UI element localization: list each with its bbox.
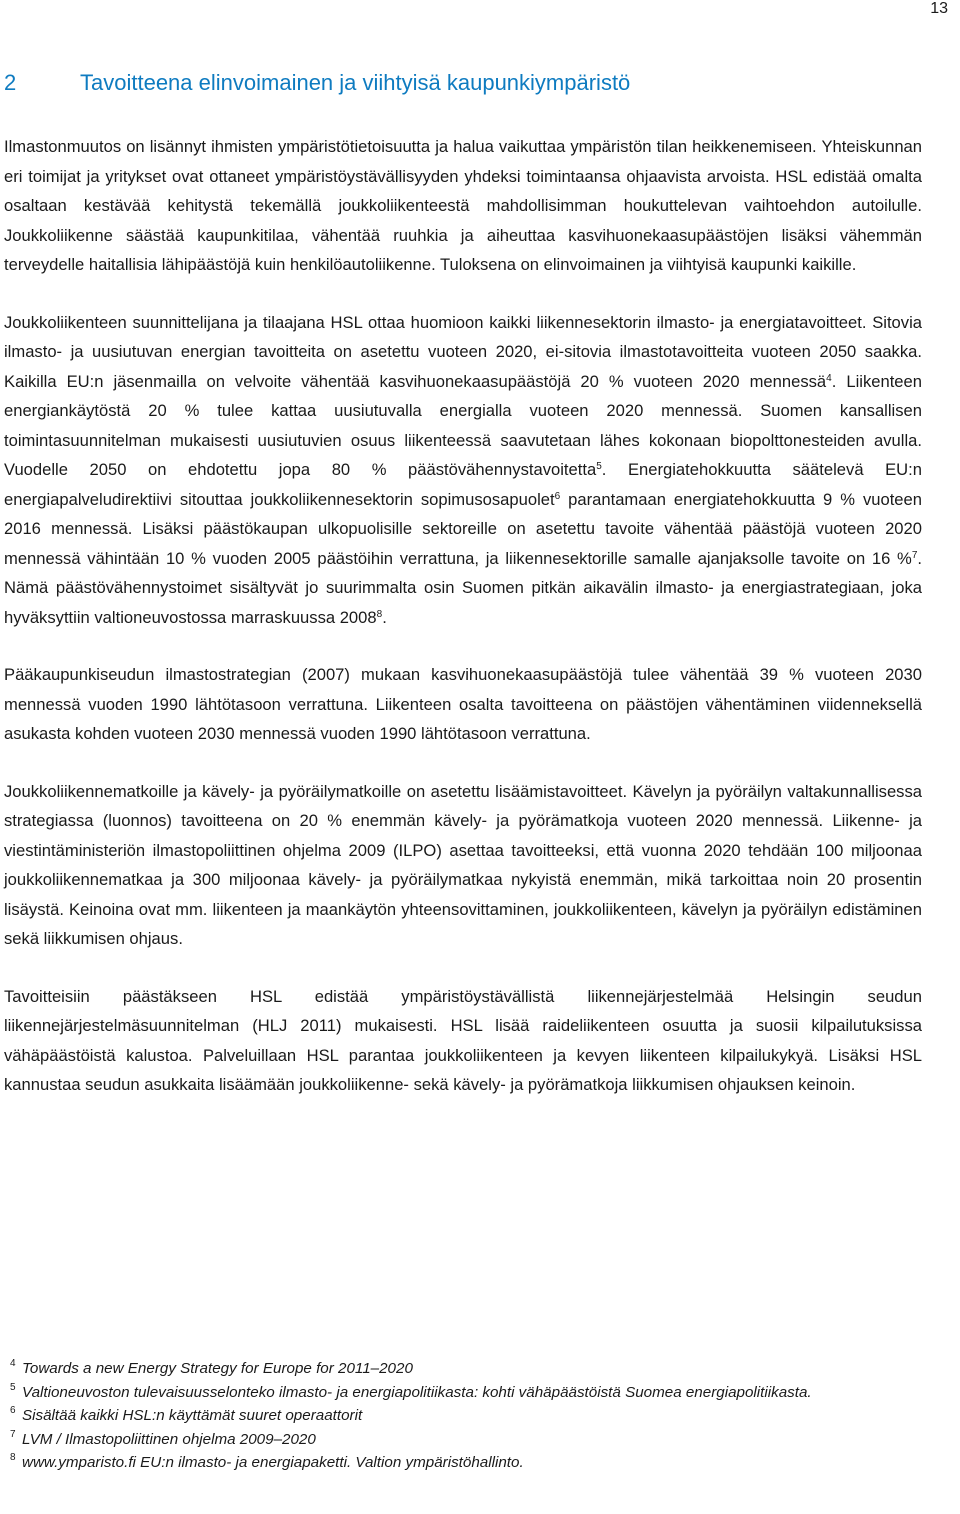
text-run: Ilmastonmuutos on lisännyt ihmisten ympäristötietoisuutta ja halua vaikuttaa ympäristön tilan heikkenemiseen. Yhteiskunnan eri toimijat ja yritykset ovat ottaneet ympäristöystävällisyyden yhdeksi toimintaansa ohjaavista arvoista. HSL edistää omalta osaltaan kestävää kehitystä tekemällä joukkoliikenteestä mahdollisimman houkuttelevan vaihtoehdon autoilulle. Joukkoliikenne säästää kaupunkitilaa, vähentää ruuhkia ja aiheuttaa kasvihuonekaasupäästöjen lisäksi vähemmän terveydelle haitallisia lähipäästöjä kuin henkilöautoliikenne. Tuloksena on elinvoimainen ja viihtyisä kaupunki kaikille.	[4, 137, 922, 274]
footnote-5	[4, 1381, 920, 1405]
footnote-mark: 7	[10, 1428, 16, 1440]
footnote-ref: 8	[376, 608, 383, 620]
section-number: 2	[4, 70, 17, 95]
footnote-mark: 8	[10, 1452, 16, 1463]
text-run: . Liikenteen energiankäytöstä 20 % tulee kattaa uusiutuvalla energialla vuoteen 2020 mennessä. Suomen kansallisen toimintasuunnitelman mukaisesti uusiutuvien osuus liikenteessä saavutetaan lähes kokonaan biopolttonesteiden avulla. Vuodelle 2050 on ehdotettu jopa 80 % päästövähennystavoitetta	[4, 371, 922, 479]
section-heading	[4, 68, 630, 98]
text-run: . Nämä päästövähennystoimet sisältyvät jo suurimmalta osin Suomen pitkän aikavälin ilmasto- ja energiastrategiaan, joka hyväksyttiin valtioneuvostossa marraskuussa 2008	[4, 548, 922, 627]
footnote-text: Valtioneuvoston tulevaisuusselonteko ilmasto- ja energiapolitiikasta: kohti vähäpäästöistä Suomea energiapolitiikasta.	[22, 1383, 812, 1401]
footnote-mark: 4	[10, 1358, 16, 1369]
section-title: Tavoitteena elinvoimainen ja viihtyisä kaupunkiympäristö	[80, 70, 631, 95]
text-run: . Energiatehokkuutta säätelevä EU:n energiapalveludirektiivi sitouttaa joukkoliikennesektorin sopimusosapuolet	[4, 460, 922, 509]
footnotes	[4, 1357, 920, 1475]
footnote-8	[4, 1451, 920, 1475]
paragraph-4	[4, 777, 922, 954]
paragraph-3	[4, 660, 922, 749]
text-run: parantamaan energiatehokkuutta 9 % vuoteen 2016 mennessä. Lisäksi päästökaupan ulkopuolisille sektoreille on asetettu tavoite vähentää päästöjä vuoteen 2020 mennessä vähintään 10 % vuoden 2005 päästöihin verrattuna, ja liikennesektorille samalle ajanjaksolle tavoite on 16 %	[4, 489, 922, 568]
text-run: .	[382, 607, 387, 627]
footnote-ref: 7	[911, 549, 918, 561]
footnote-mark: 6	[10, 1405, 16, 1416]
page-number: 13	[930, 0, 948, 17]
footnote-ref: 4	[826, 372, 832, 384]
text-run: Tavoitteisiin päästäkseen HSL edistää ympäristöystävällistä liikennejärjestelmää Helsingin seudun liikennejärjestelmäsuunnitelman (HLJ 2011) mukaisesti. HSL lisää raideliikenteen osuutta ja suosii kilpailutuksissa vähäpäästöistä kalustoa. Palveluillaan HSL parantaa joukkoliikenteen ja kevyen liikenteen kilpailukykyä. Lisäksi HSL kannustaa seudun asukkaita lisäämään joukkoliikenne- sekä kävely- ja pyörämatkoja liikkumisen ohjauksen keinoin.	[4, 986, 922, 1094]
footnote-text: Sisältää kaikki HSL:n käyttämät suuret operaattorit	[22, 1407, 363, 1424]
body-text	[4, 132, 922, 1128]
footnote-text: www.ymparisto.fi EU:n ilmasto- ja energiapaketti. Valtion ympäristöhallinto.	[22, 1454, 524, 1471]
footnote-ref: 6	[554, 490, 561, 502]
footnote-6	[4, 1404, 920, 1428]
paragraph-2	[4, 308, 922, 633]
text-run: Joukkoliikennematkoille ja kävely- ja pyöräilymatkoille on asetettu lisäämistavoitteet. Kävelyn ja pyöräilyn valtakunnallisessa strategiassa (luonnos) tavoitteena on 20 % enemmän kävely- ja pyörämatkoja vuoteen 2020 mennessä. Liikenne- ja viestintäministeriön ilmastopoliittinen ohjelma 2009 (ILPO) asettaa tavoitteeksi, että vuonna 2020 tehdään 100 miljoonaa joukkoliikennematkaa ja 300 miljoonaa kävely- ja pyöräilymatkaa nykyistä enemmän, mikä tarkoittaa noin 20 prosentin lisäystä. Keinoina ovat mm. liikenteen ja maankäytön yhteensovittaminen, joukkoliikenteen, kävelyn ja pyöräilyn edistäminen sekä liikkumisen ohjaus.	[4, 781, 922, 948]
text-run: Joukkoliikenteen suunnittelijana ja tilaajana HSL ottaa huomioon kaikki liikennesektorin ilmasto- ja energiatavoitteet. Sitovia ilmasto- ja uusiutuvan energian tavoitteita on asetettu vuoteen 2020, ei-sitovia ilmastotavoitteita vuoteen 2050 saakka. Kaikilla EU:n jäsenmailla on velvoite vähentää kasvihuonekaasupäästöjä 20 % vuoteen 2020 mennessä	[4, 312, 922, 391]
paragraph-1	[4, 132, 922, 280]
footnote-mark: 5	[10, 1381, 16, 1393]
footnote-4	[4, 1357, 920, 1381]
footnote-text: LVM / Ilmastopoliittinen ohjelma 2009–2020	[22, 1430, 316, 1448]
footnote-7	[4, 1428, 920, 1452]
paragraph-5	[4, 982, 922, 1100]
text-run: Pääkaupunkiseudun ilmastostrategian (2007) mukaan kasvihuonekaasupäästöjä tulee vähentää 39 % vuoteen 2030 mennessä vuoden 1990 lähtötasoon verrattuna. Liikenteen osalta tavoitteena on päästöjen vähentäminen viidenneksellä asukasta kohden vuoteen 2030 mennessä vuoden 1990 lähtötasoon verrattuna.	[4, 665, 922, 743]
footnote-ref: 5	[596, 461, 602, 472]
footnote-text: Towards a new Energy Strategy for Europe for 2011–2020	[22, 1360, 413, 1377]
